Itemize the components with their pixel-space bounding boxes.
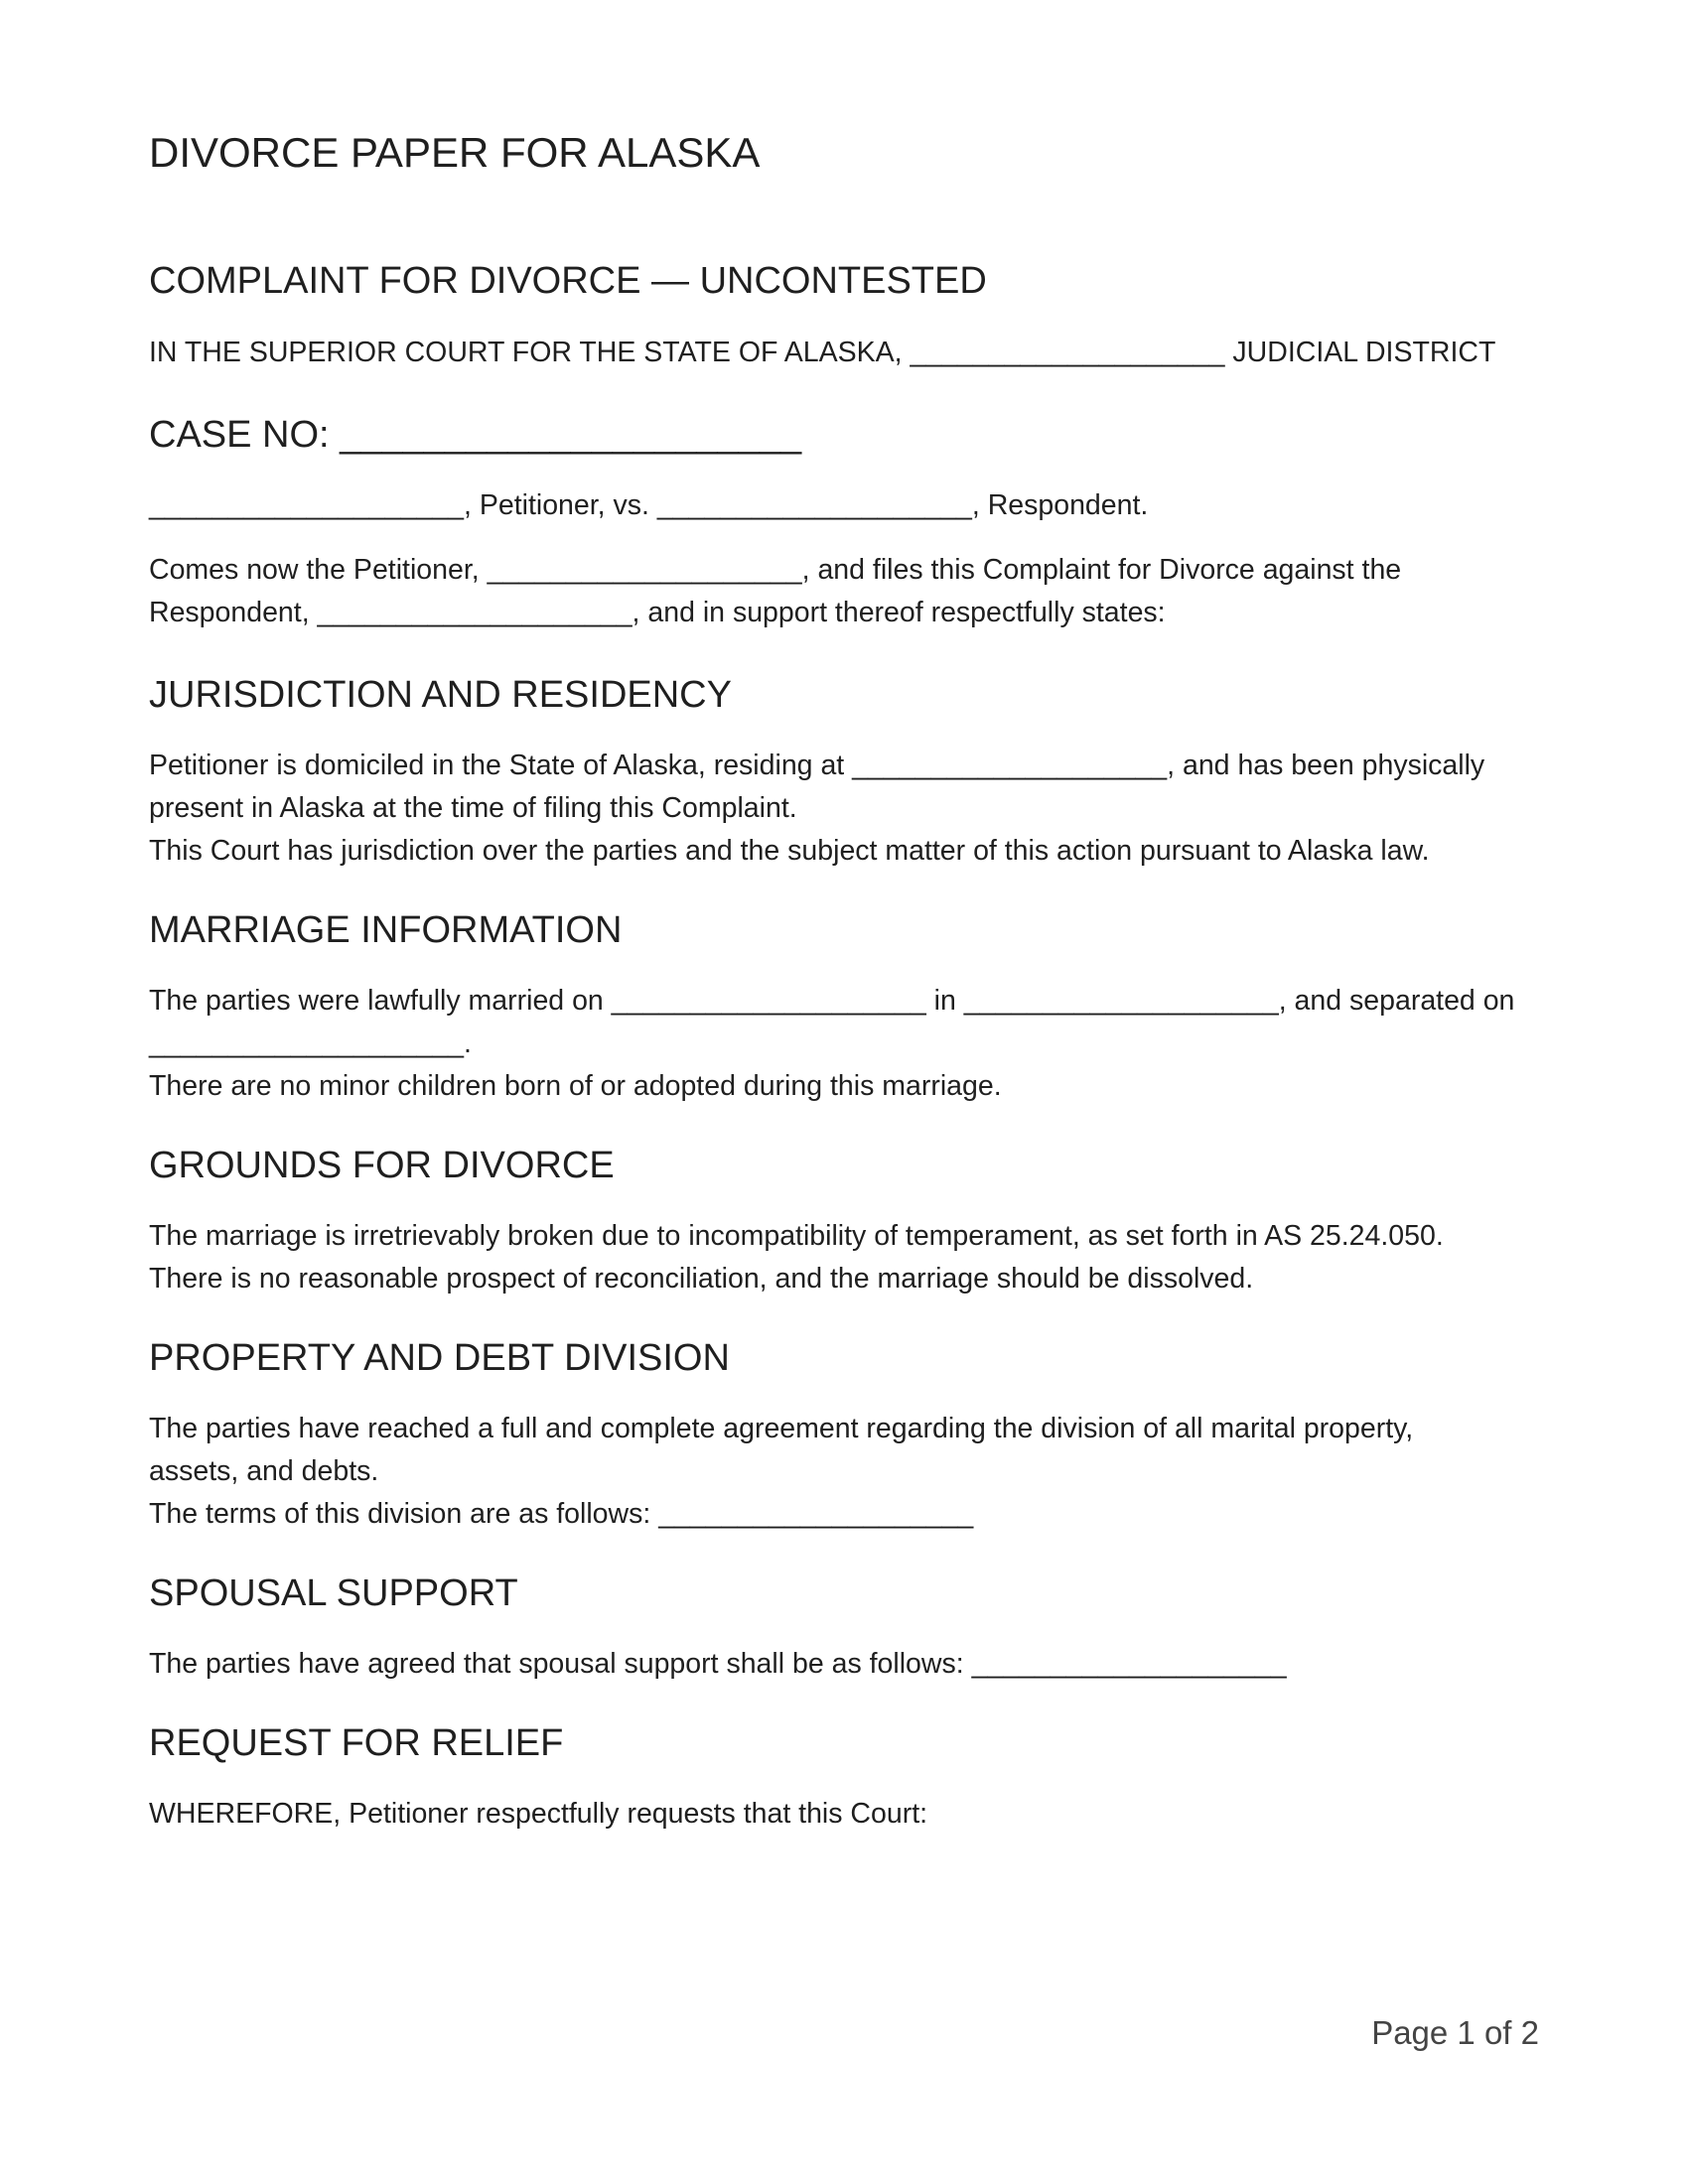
intro-paragraph [149, 549, 1539, 634]
body-line: The terms of this division are as follows: ____________________ [149, 1498, 974, 1530]
section-heading-jurisdiction: JURISDICTION AND RESIDENCY [149, 674, 732, 716]
intro-line: Comes now the Petitioner, ____________________, and files this Complaint for Divorce against the [149, 554, 1402, 586]
body-line: The parties were lawfully married on ____________________ in ____________________, and separated on [149, 985, 1515, 1017]
section-body-relief [149, 1793, 1539, 1836]
section-body-property [149, 1408, 1539, 1536]
body-line: The marriage is irretrievably broken due to incompatibility of temperament, as set forth in AS 25.24.050. [149, 1220, 1444, 1252]
court-line-text: IN THE SUPERIOR COURT FOR THE STATE OF ALASKA, ____________________ JUDICIAL DISTRICT [149, 337, 1496, 368]
body-line: present in Alaska at the time of filing this Complaint. [149, 792, 797, 824]
page-number: Page 1 of 2 [1371, 2014, 1539, 2051]
document-title: DIVORCE PAPER FOR ALASKA [149, 129, 761, 176]
body-line: This Court has jurisdiction over the parties and the subject matter of this action pursuant to Alaska law. [149, 835, 1430, 867]
court-line [149, 332, 1539, 374]
parties-line-text: ____________________, Petitioner, vs. ____________________, Respondent. [149, 489, 1149, 521]
body-line: Petitioner is domiciled in the State of Alaska, residing at ____________________, and has been physically [149, 750, 1485, 781]
section-heading-relief: REQUEST FOR RELIEF [149, 1722, 564, 1764]
section-heading-property: PROPERTY AND DEBT DIVISION [149, 1337, 730, 1379]
body-line: The parties have reached a full and complete agreement regarding the division of all marital property, [149, 1413, 1414, 1444]
body-line: ____________________. [149, 1027, 472, 1059]
section-heading-grounds: GROUNDS FOR DIVORCE [149, 1145, 615, 1186]
section-body-support [149, 1643, 1539, 1686]
body-line: The parties have agreed that spousal support shall be as follows: ____________________ [149, 1648, 1287, 1680]
section-heading-marriage: MARRIAGE INFORMATION [149, 909, 623, 951]
section-body-marriage [149, 980, 1539, 1108]
form-title: COMPLAINT FOR DIVORCE — UNCONTESTED [149, 260, 987, 302]
intro-line: Respondent, ____________________, and in support thereof respectfully states: [149, 597, 1166, 628]
body-line: WHEREFORE, Petitioner respectfully requests that this Court: [149, 1798, 928, 1830]
parties-line [149, 484, 1539, 527]
body-line: assets, and debts. [149, 1455, 379, 1487]
case-number: CASE NO: ______________________ [149, 414, 802, 456]
section-heading-support: SPOUSAL SUPPORT [149, 1572, 518, 1614]
body-line: There are no minor children born of or adopted during this marriage. [149, 1070, 1002, 1102]
section-body-jurisdiction [149, 745, 1539, 873]
section-body-grounds [149, 1215, 1539, 1300]
body-line: There is no reasonable prospect of reconciliation, and the marriage should be dissolved. [149, 1263, 1254, 1295]
